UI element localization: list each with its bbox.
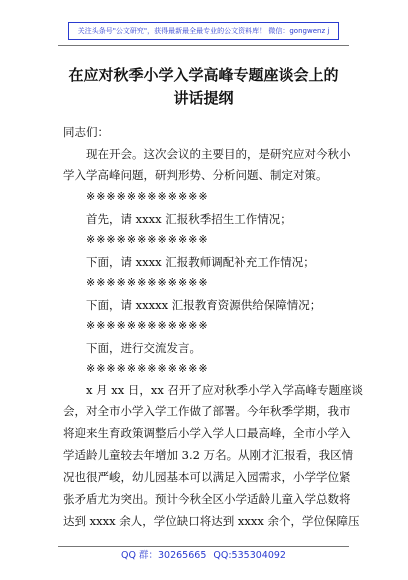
paragraph-line-2: 会，对全市小学入学工作做了部署。今年秋季学期，我市 <box>63 404 351 418</box>
footer-divider <box>58 546 349 547</box>
separator: ※※※※※※※※※※※※ <box>86 319 209 332</box>
agenda-item-1: 首先，请 xxxx 汇报秋季招生工作情况； <box>86 212 292 226</box>
opening-line-2: 学入学高峰问题，研判形势、分析问题、制定对策。 <box>63 168 328 182</box>
separator: ※※※※※※※※※※※※ <box>86 190 209 203</box>
opening-line-1: 现在开会。这次会议的主要目的，是研究应对今秋小 <box>86 147 351 161</box>
paragraph-line-4: 学适龄儿童较去年增加 3.2 万名。从刚才汇报看，我区情 <box>63 448 354 462</box>
header-banner: 关注头条号"公文研究"，获得最新最全最专业的公文资料库！ 微信：gongwenz j <box>68 22 339 40</box>
document-title-line-1: 在应对秋季小学入学高峰专题座谈会上的 <box>68 66 339 84</box>
agenda-item-3: 下面，请 xxxxx 汇报教育资源供给保障情况； <box>86 298 322 312</box>
footer-qq: QQ:535304092 <box>213 550 286 561</box>
salutation: 同志们： <box>63 125 109 139</box>
paragraph-line-6: 张矛盾尤为突出。预计今秋全区小学适龄儿童入学总数将 <box>63 492 351 506</box>
agenda-item-4: 下面，进行交流发言。 <box>86 341 201 355</box>
paragraph-line-3: 将迎来生育政策调整后小学入学人口最高峰，全市小学入 <box>63 426 351 440</box>
paragraph-line-1: x 月 xx 日，xx 召开了应对秋季小学入学高峰专题座谈 <box>86 383 364 397</box>
header-divider <box>58 45 349 46</box>
separator: ※※※※※※※※※※※※ <box>86 362 209 375</box>
footer <box>58 549 349 563</box>
separator: ※※※※※※※※※※※※ <box>86 233 209 246</box>
footer-qq-group: QQ 群：30265665 <box>121 550 207 561</box>
paragraph-line-5: 况也很严峻，幼儿园基本可以满足入园需求，小学学位紧 <box>63 470 351 484</box>
document-title-line-2: 讲话提纲 <box>173 89 234 107</box>
separator: ※※※※※※※※※※※※ <box>86 276 209 289</box>
agenda-item-2: 下面，请 xxxx 汇报教师调配补充工作情况； <box>86 255 315 269</box>
paragraph-line-7: 达到 xxxx 余人，学位缺口将达到 xxxx 余个，学位保障压 <box>63 514 360 528</box>
